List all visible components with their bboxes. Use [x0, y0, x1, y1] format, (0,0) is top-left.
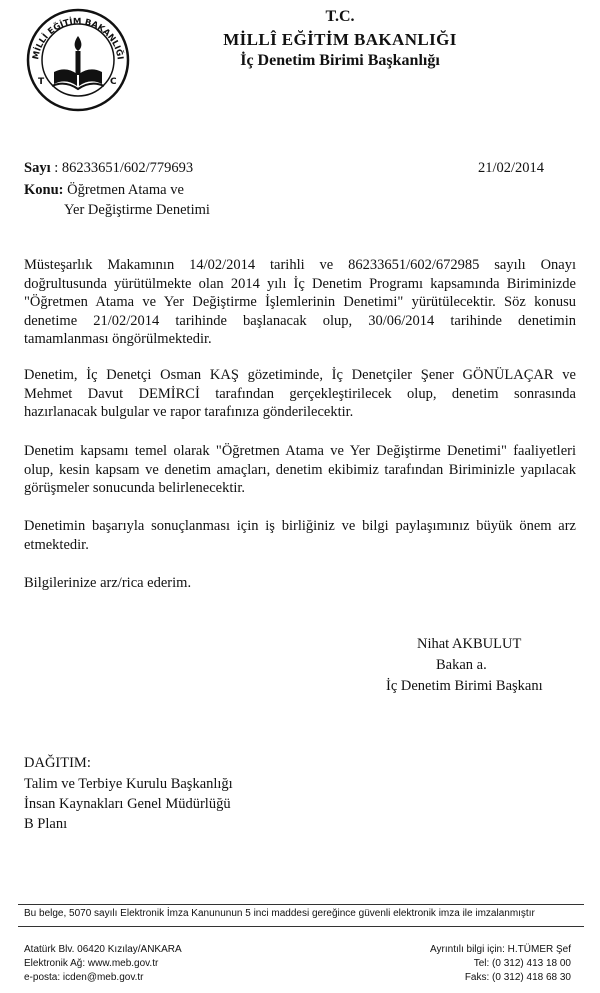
signatory-title: Bakan a. — [436, 657, 487, 673]
header-ministry: MİLLÎ EĞİTİM BAKANLIĞI — [223, 30, 457, 49]
paragraph-auditors — [24, 366, 576, 422]
footer-email: e-posta: icden@meb.gov.tr — [24, 972, 144, 983]
paragraph-cooperation — [24, 517, 576, 554]
footer-divider-bottom — [18, 926, 584, 927]
distribution-item: B Planı — [24, 816, 68, 832]
konu-label: Konu: — [24, 182, 64, 198]
reference-number-row — [24, 160, 193, 177]
sayi-value: : 86233651/602/779693 — [54, 160, 194, 176]
distribution-item: İnsan Kaynakları Genel Müdürlüğü — [24, 796, 231, 812]
paragraph-approval — [24, 256, 576, 349]
footer-phone: Tel: (0 312) 413 18 00 — [473, 958, 571, 969]
footer-fax: Faks: (0 312) 418 68 30 — [464, 972, 571, 983]
paragraph-line: Bilgilerinize arz/rica ederim. — [24, 575, 192, 591]
footer-website: Elektronik Ağ: www.meb.gov.tr — [24, 958, 159, 969]
sayi-label: Sayı — [24, 160, 51, 176]
paragraph-line: Mehmet Davut DEMİRCİ tarafından gerçekleştirilecek olup, denetim sonrasında — [24, 385, 576, 402]
paragraph-line: hazırlanacak bulgular ve rapor tarafınıza gönderilecektir. — [24, 404, 354, 421]
distribution-heading: DAĞITIM: — [24, 755, 91, 771]
paragraph-line: Denetim kapsamı temel olarak "Öğretmen Atama ve Yer Değiştirme Denetimi" faaliyetleri — [24, 443, 576, 459]
footer-contact-person: Ayrıntılı bilgi için: H.TÜMER Şef — [430, 944, 571, 955]
footer-divider-top — [18, 904, 584, 905]
header-country: T.C. — [325, 8, 355, 25]
svg-text:T: T — [38, 77, 45, 87]
distribution-item: Talim ve Terbiye Kurulu Başkanlığı — [24, 776, 233, 792]
e-signature-notice: Bu belge, 5070 sayılı Elektronik İmza Kanununun 5 inci maddesi gereğince güvenli elektronik imza ile imzalanmıştır — [24, 908, 535, 919]
paragraph-closing — [24, 574, 576, 593]
konu-line2: Yer Değiştirme Denetimi — [64, 202, 210, 218]
paragraph-line: "Öğretmen Atama ve Yer Değiştirme İşlemlerinin Denetimi" yürütülecektir. Söz konusu — [24, 294, 576, 311]
signatory-name: Nihat AKBULUT — [417, 636, 522, 652]
svg-text:C: C — [110, 77, 117, 87]
paragraph-line: görüşmeler sonucunda belirlenecektir. — [24, 480, 246, 497]
footer-address: Atatürk Blv. 06420 Kızılay/ANKARA — [24, 944, 182, 955]
document-date: 21/02/2014 — [478, 160, 545, 176]
paragraph-line: doğrultusunda yürütülmekte olan 2014 yılı İç Denetim Programı kapsamında Biriminizde — [24, 275, 576, 292]
paragraph-line: tamamlanması öngörülmektedir. — [24, 331, 212, 348]
paragraph-line: etmektedir. — [24, 536, 89, 553]
paragraph-line: Denetim, İç Denetçi Osman KAŞ gözetiminde, İç Denetçiler Şener GÖNÜLAÇAR ve — [24, 367, 576, 383]
paragraph-line: Müsteşarlık Makamının 14/02/2014 tarihli ve 86233651/602/672985 sayılı Onayı — [24, 257, 576, 273]
konu-line1: Öğretmen Atama ve — [67, 182, 184, 198]
header-unit: İç Denetim Birimi Başkanlığı — [240, 52, 440, 69]
subject-row — [24, 182, 184, 199]
logo-text: MİLLİ EĞİTİM BAKANLIĞI — [31, 16, 125, 61]
paragraph-scope — [24, 442, 576, 498]
signatory-unit: İç Denetim Birimi Başkanı — [386, 678, 543, 694]
paragraph-line: denetime 21/02/2014 tarihinde başlanacak olup, 30/06/2014 tarihinde denetimin — [24, 312, 576, 329]
paragraph-line: olup, kesin kapsam ve denetim amaçları, denetim ekibimiz tarafından Biriminizle yapılacak — [24, 461, 576, 478]
paragraph-line: Denetimin başarıyla sonuçlanması için iş birliğiniz ve bilgi paylaşımınız büyük önem arz — [24, 518, 576, 534]
